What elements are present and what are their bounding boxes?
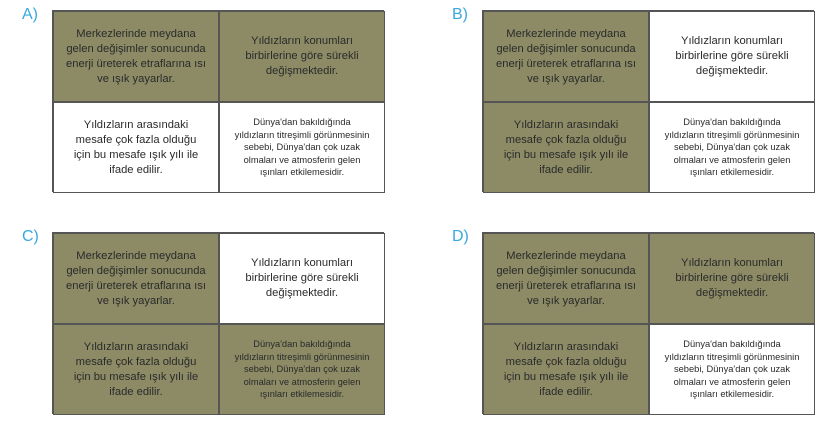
- statement-text: Merkezlerinde meydana gelen değişimler sonucunda enerji üreterek etraflarına ısı ve ışık yayarlar.: [496, 27, 636, 85]
- statement-text: Yıldızların konumları birbirlerine göre sürekli değişmektedir.: [675, 35, 789, 77]
- statement-grid: [482, 10, 814, 192]
- statement-text: Dünya'dan bakıldığında yıldızların titreşimli görünmesinin sebebi, Dünya'dan çok uzak olmaları ve atmosferin gelen ışınları etkilemesidir.: [234, 339, 370, 400]
- statement-text: Yıldızların arasındaki mesafe çok fazla olduğu için bu mesafe ışık yılı ile ifade edilir.: [503, 118, 629, 176]
- statement-text: Yıldızların arasındaki mesafe çok fazla olduğu için bu mesafe ışık yılı ile ifade edilir.: [503, 340, 629, 398]
- statement-text: Merkezlerinde meydana gelen değişimler sonucunda enerji üreterek etraflarına ısı ve ışık yayarlar.: [66, 249, 206, 307]
- statement-text: Dünya'dan bakıldığında yıldızların titreşimli görünmesinin sebebi, Dünya'dan çok uzak olmaları ve atmosferin gelen ışınları etkilemesidir.: [664, 339, 800, 400]
- statement-cell: [483, 324, 649, 415]
- statement-cell: [219, 233, 385, 324]
- option-letter: C): [22, 228, 39, 245]
- statement-cell: [53, 324, 219, 415]
- statement-text: Dünya'dan bakıldığında yıldızların titreşimli görünmesinin sebebi, Dünya'dan çok uzak olmaları ve atmosferin gelen ışınları etkilemesidir.: [664, 117, 800, 178]
- statement-cell: [483, 233, 649, 324]
- statement-cell: [219, 11, 385, 102]
- statement-text: Dünya'dan bakıldığında yıldızların titreşimli görünmesinin sebebi, Dünya'dan çok uzak olmaları ve atmosferin gelen ışınları etkilemesidir.: [234, 117, 370, 178]
- statement-grid: [52, 10, 384, 192]
- statement-text: Yıldızların konumları birbirlerine göre sürekli değişmektedir.: [675, 257, 789, 299]
- statement-cell: [219, 102, 385, 193]
- statement-grid: [482, 232, 814, 414]
- statement-cell: [649, 324, 815, 415]
- statement-cell: [649, 102, 815, 193]
- statement-text: Merkezlerinde meydana gelen değişimler sonucunda enerji üreterek etraflarına ısı ve ışık yayarlar.: [66, 27, 206, 85]
- statement-cell: [219, 324, 385, 415]
- statement-cell: [53, 233, 219, 324]
- statement-text: Merkezlerinde meydana gelen değişimler sonucunda enerji üreterek etraflarına ısı ve ışık yayarlar.: [496, 249, 636, 307]
- statement-cell: [53, 102, 219, 193]
- option-c[interactable]: [22, 229, 392, 429]
- statement-grid: [52, 232, 384, 414]
- option-letter: A): [22, 6, 38, 23]
- statement-cell: [649, 233, 815, 324]
- statement-text: Yıldızların konumları birbirlerine göre sürekli değişmektedir.: [245, 35, 359, 77]
- option-letter: D): [452, 228, 469, 245]
- option-d[interactable]: [452, 229, 822, 429]
- statement-cell: [483, 102, 649, 193]
- statement-cell: [649, 11, 815, 102]
- statement-text: Yıldızların konumları birbirlerine göre sürekli değişmektedir.: [245, 257, 359, 299]
- option-b[interactable]: [452, 7, 822, 207]
- statement-cell: [53, 11, 219, 102]
- statement-cell: [483, 11, 649, 102]
- option-a[interactable]: [22, 7, 392, 207]
- statement-text: Yıldızların arasındaki mesafe çok fazla olduğu için bu mesafe ışık yılı ile ifade edilir.: [73, 118, 199, 176]
- option-letter: B): [452, 6, 468, 23]
- statement-text: Yıldızların arasındaki mesafe çok fazla olduğu için bu mesafe ışık yılı ile ifade edilir.: [73, 340, 199, 398]
